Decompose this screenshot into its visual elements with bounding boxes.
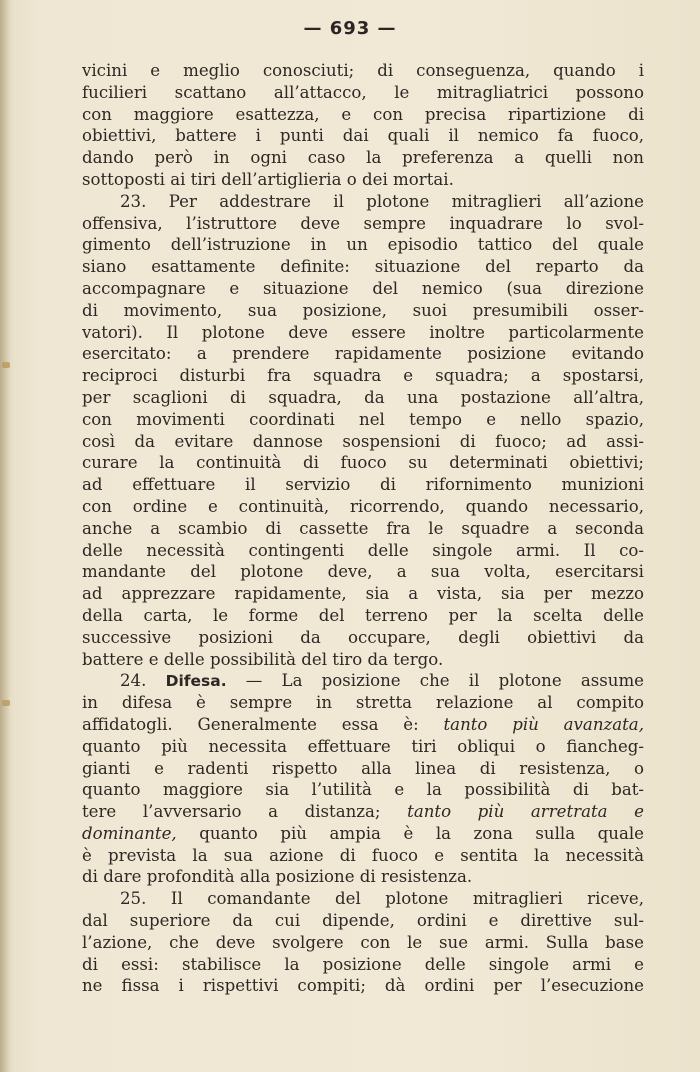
text-line: dando però in ogni caso la preferenza a quelli non xyxy=(82,148,644,168)
text-line: siano esattamente definite: situazione del reparto da xyxy=(82,257,644,277)
text-fragment: affidatogli. Generalmente essa è: xyxy=(82,714,419,734)
italic-phrase: tanto più avanzata, xyxy=(443,714,644,734)
text-line: di movimento, sua posizione, suoi presumibili osser- xyxy=(82,300,644,320)
text-line: quanto maggiore sia l’utilità e la possibilità di bat- xyxy=(82,780,644,800)
text-line: in difesa è sempre in stretta relazione al compito xyxy=(82,693,644,713)
text-line: ne fissa i rispettivi compiti; dà ordini per l’esecuzione xyxy=(82,976,644,996)
text-fragment: tere l’avversario a distanza; xyxy=(82,802,381,822)
text-line: esercitato: a prendere rapidamente posizione evitando xyxy=(82,344,644,364)
text-line: accompagnare e situazione del nemico (sua direzione xyxy=(82,278,644,298)
text-line: battere e delle possibilità del tiro da tergo. xyxy=(82,649,444,669)
margin-mark xyxy=(2,700,10,706)
text-line: delle necessità contingenti delle singole armi. Il co- xyxy=(82,540,644,560)
italic-phrase: dominante, xyxy=(82,823,177,843)
text-line xyxy=(82,801,644,823)
text-fragment: quanto più ampia è la zona sulla quale xyxy=(199,823,644,843)
text-line: l’azione, che deve svolgere con le sue armi. Sulla base xyxy=(82,932,644,952)
text-line: con movimenti coordinati nel tempo e nello spazio, xyxy=(82,409,644,429)
text-line xyxy=(82,714,644,736)
text-line: reciproci disturbi fra squadra e squadra; a spostarsi, xyxy=(82,366,644,386)
text-line: vicini e meglio conosciuti; di conseguenza, quando i xyxy=(82,61,644,80)
page-binding-edge xyxy=(0,0,10,1072)
text-line: fucilieri scattano all’attacco, le mitragliatrici possono xyxy=(82,82,644,102)
text-line: anche a scambio di cassette fra le squadre a seconda xyxy=(82,518,644,538)
text-line: con ordine e continuità, ricorrendo, quando necessario, xyxy=(82,496,644,516)
section-heading-difesa: Difesa. xyxy=(165,672,227,691)
page-text xyxy=(82,60,644,997)
text-line: successive posizioni da occupare, degli obiettivi da xyxy=(82,627,644,647)
text-line: dal superiore da cui dipende, ordini e direttive sul- xyxy=(82,911,644,931)
paragraph-23-start: 23. Per addestrare il plotone mitraglieri all’azione xyxy=(120,191,644,211)
text-fragment: — La posizione che il plotone assume xyxy=(245,671,644,691)
text-line: con maggiore esattezza, e con precisa ripartizione di xyxy=(82,104,644,124)
text-line: obiettivi, battere i punti dai quali il nemico fa fuoco, xyxy=(82,126,644,146)
text-line: di dare profondità alla posizione di resistenza. xyxy=(82,867,473,887)
italic-phrase: tanto più arretrata e xyxy=(407,802,644,822)
text-line: quanto più necessita effettuare tiri obliqui o fiancheg- xyxy=(82,736,644,756)
text-line: gimento dell’istruzione in un episodio tattico del quale xyxy=(82,235,644,255)
text-line: mandante del plotone deve, a sua volta, esercitarsi xyxy=(82,562,644,582)
text-line: così da evitare dannose sospensioni di fuoco; ad assi- xyxy=(82,431,644,451)
text-line: vatori). Il plotone deve essere inoltre particolarmente xyxy=(82,322,644,342)
page-number: — 693 — xyxy=(303,18,397,39)
text-line: ad effettuare il servizio di rifornimento munizioni xyxy=(82,475,644,495)
text-line: per scaglioni di squadra, da una postazione all’altra, xyxy=(82,387,644,407)
text-line xyxy=(82,823,644,845)
text-line: della carta, le forme del terreno per la scelta delle xyxy=(82,605,644,625)
text-line: gianti e radenti rispetto alla linea di resistenza, o xyxy=(82,758,644,778)
text-line: è prevista la sua azione di fuoco e sentita la necessità xyxy=(82,845,644,865)
text-line: sottoposti ai tiri dell’artiglieria o dei mortai. xyxy=(82,169,454,189)
paragraph-24-start xyxy=(82,670,644,692)
margin-mark xyxy=(2,362,10,368)
text-line: curare la continuità di fuoco su determinati obiettivi; xyxy=(82,453,644,473)
text-line: ad apprezzare rapidamente, sia a vista, sia per mezzo xyxy=(82,584,644,604)
text-line: di essi: stabilisce la posizione delle singole armi e xyxy=(82,954,644,974)
text-line: offensiva, l’istruttore deve sempre inquadrare lo svol- xyxy=(82,213,644,233)
paragraph-number: 24. xyxy=(120,671,147,691)
paragraph-25-start: 25. Il comandante del plotone mitraglieri riceve, xyxy=(120,889,644,909)
